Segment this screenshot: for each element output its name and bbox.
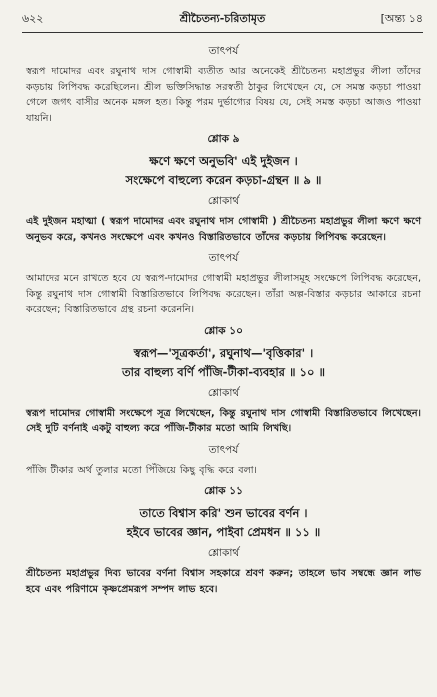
translation-paragraph: শ্রীচৈতন্য মহাপ্রভুর দিব্য ভাবের বর্ণনা বিশ্বাস সহকারে শ্রবণ করুন; তাহলে ভাব সম্বন্ধে জ্ঞান লাভ হবে এবং পরিণামে কৃষ্ণপ্রেমরূপ সম্পদ লাভ হবে। [26,568,421,595]
verse-number: শ্লোক ৯ [207,133,240,145]
translation-paragraph: এই দুইজন মহাত্মা ( স্বরূপ দামোদর এবং রঘুনাথ দাস গোস্বামী ) শ্রীচৈতন্য মহাপ্রভুর লীলা ক্ষণে ক্ষণে অনুভব করে, কখনও সংক্ষেপে এবং কখনও বিস্তারিতভাবে তাঁদের কড়চায় লিপিবদ্ধ করেছেন। [26,216,421,243]
page-content [26,44,421,603]
section-heading: তাৎপর্য [208,252,239,264]
verse-number: শ্লোক ১১ [204,485,243,497]
verse-line: সংক্ষেপে বাহুল্যে করেন কড়চা-গ্রন্থন ॥ ৯ ॥ [125,173,322,187]
section-heading: তাৎপর্য [208,45,239,57]
translation-paragraph: স্বরূপ দামোদর গোস্বামী সংক্ষেপে সূত্র লিখেছেন, কিন্তু রঘুনাথ দাস গোস্বামী বিস্তারিতভাবে লিখেছেন। সেই দুটি বর্ণনাই একটু বাহুল্য করে পাঁজি-টীকার মতো আমি লিখছি। [26,407,421,434]
page-number: ৬২২ [22,12,44,25]
verse-line: হইবে ভাবের জ্ঞান, পাইবা প্রেমধন ॥ ১১ ॥ [126,525,321,539]
section-heading: শ্লোকার্থ [207,195,240,207]
purport-paragraph: স্বরূপ দামোদর এবং রঘুনাথ দাস গোস্বামী ব্যতীত আর অনেকেই শ্রীচৈতন্য মহাপ্রভুর লীলা তাঁদের কড়চায় লিপিবদ্ধ করেছিলেন। শ্রীল ভক্তিসিদ্ধান্ত সরস্বতী ঠাকুর লিখেছেন যে, সে সমস্ত কড়চা পাওয়া গেলে জগৎ বাসীর অনেক মঙ্গল হত। কিন্তু পরম দুর্ভাগ্যের বিষয় যে, সেই সমস্ত কড়চা আজও পাওয়া যায়নি। [26,66,421,124]
section-heading: শ্লোকার্থ [207,386,240,399]
header-rule [22,32,423,33]
verse-line: স্বরূপ—'সূত্রকর্তা', রঘুনাথ—'বৃত্তিকার' । [133,345,314,360]
section-heading: শ্লোকার্থ [207,547,240,559]
section-marker: [অন্ত্য ১৪ [380,12,423,25]
verse-number: শ্লোক ১০ [204,324,243,337]
page-header [22,10,423,28]
purport-paragraph: পাঁজি টীকার অর্থ তুলার মতো পিঁজিয়ে কিছু বৃদ্ধি করে বলা। [26,464,257,476]
book-title: শ্রীচৈতন্য-চরিতামৃত [179,12,266,25]
purport-paragraph: আমাদের মনে রাখতে হবে যে স্বরূপ-দামোদর গোস্বামী মহাপ্রভুর লীলাসমূহ সংক্ষেপে লিপিবদ্ধ করেছেন, কিন্তু রঘুনাথ দাস গোস্বামী বিস্তারিতভাবে লিপিবদ্ধ করেছেন। তাঁরা অল্প-বিস্তার কড়চার আকারে রচনা করেছেন; বিস্তারিতভাবে গ্রন্থ রচনা করেননি। [26,273,421,315]
verse-line: ক্ষণে ক্ষণে অনুভবি' এই দুইজন । [149,154,298,168]
verse-line: তার বাহুল্য বর্ণি পাঁজি-টীকা-ব্যবহার ॥ ১০ ॥ [122,364,325,379]
section-heading: তাৎপর্য [208,443,239,456]
verse-line: তাতে বিশ্বাস করি' শুন ভাবের বর্ণন । [139,506,308,520]
